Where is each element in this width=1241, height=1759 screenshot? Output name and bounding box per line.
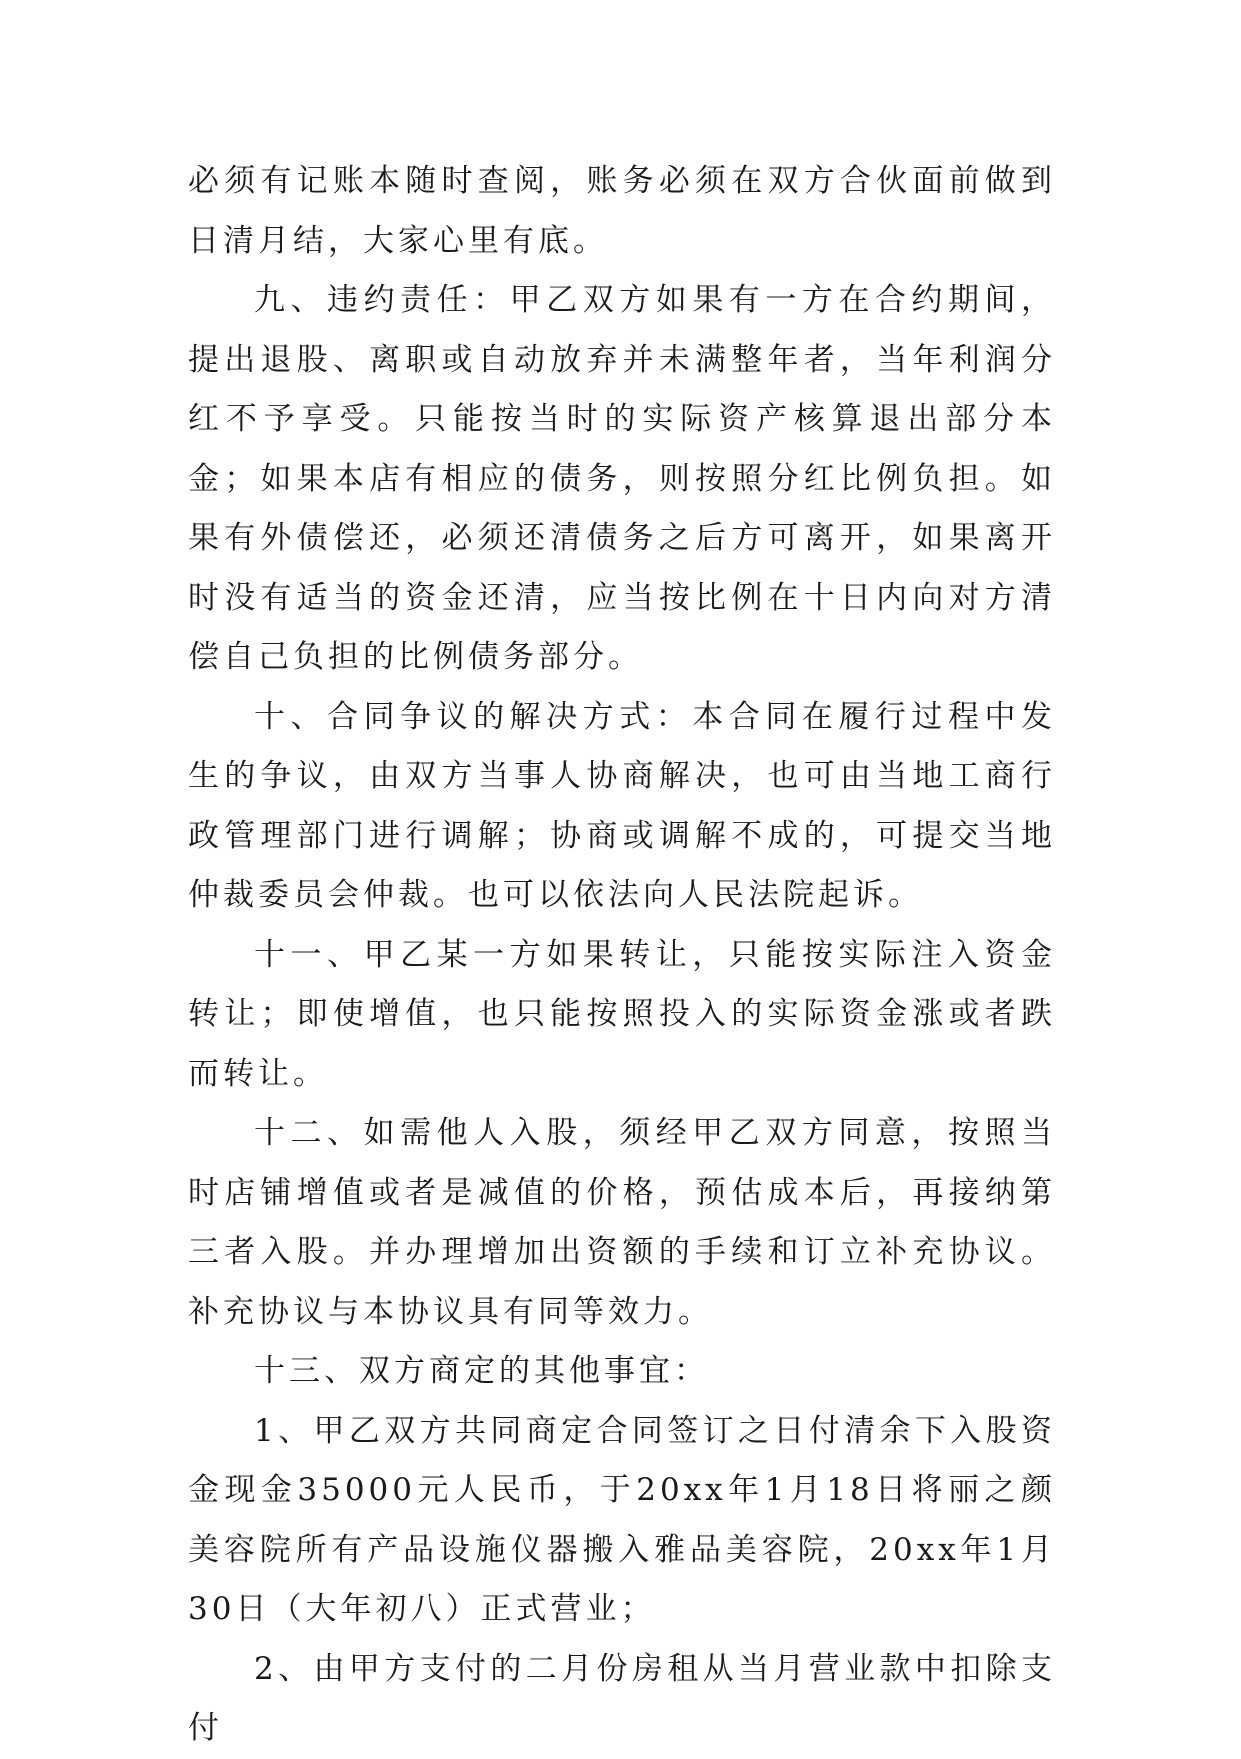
paragraph-clause-12: 十二、如需他人入股，须经甲乙双方同意，按照当时店铺增值或者是减值的价格，预估成本后，再接纳第三者入股。并办理增加出资额的手续和订立补充协议。补充协议与本协议具有同等效力。	[188, 1115, 1056, 1330]
paragraph-clause-13: 十三、双方商定的其他事宜：	[254, 1353, 709, 1389]
paragraph-clause-11: 十一、甲乙某一方如果转让，只能按实际注入资金转让；即使增值，也只能按照投入的实际资金涨或者跌而转让。	[188, 936, 1056, 1092]
paragraph-continuation: 必须有记账本随时查阅，账务必须在双方合伙面前做到日清月结，大家心里有底。	[188, 163, 1056, 259]
paragraph-clause-9: 九、违约责任：甲乙双方如果有一方在合约期间，提出退股、离职或自动放弃并未满整年者，当年利润分红不予享受。只能按当时的实际资产核算退出部分本金；如果本店有相应的债务，则按照分红比例负担。如果有外债偿还，必须还清债务之后方可离开，如果离开时没有适当的资金还清，应当按比例在十日内向对方清偿自己负担的比例债务部分。	[188, 282, 1056, 675]
paragraph-clause-10: 十、合同争议的解决方式：本合同在履行过程中发生的争议，由双方当事人协商解决，也可由当地工商行政管理部门进行调解；协商或调解不成的，可提交当地仲裁委员会仲裁。也可以依法向人民法院起诉。	[188, 698, 1056, 913]
paragraph-item-2: 2、由甲方支付的二月份房租从当月营业款中扣除支付	[188, 1650, 1056, 1746]
document-body	[188, 152, 1056, 1759]
paragraph-item-1: 1、甲乙双方共同商定合同签订之日付清余下入股资金现金35000元人民币，于20xx年1月18日将丽之颜美容院所有产品设施仪器搬入雅品美容院，20xx年1月30日（大年初八）正式营业；	[188, 1412, 1056, 1627]
